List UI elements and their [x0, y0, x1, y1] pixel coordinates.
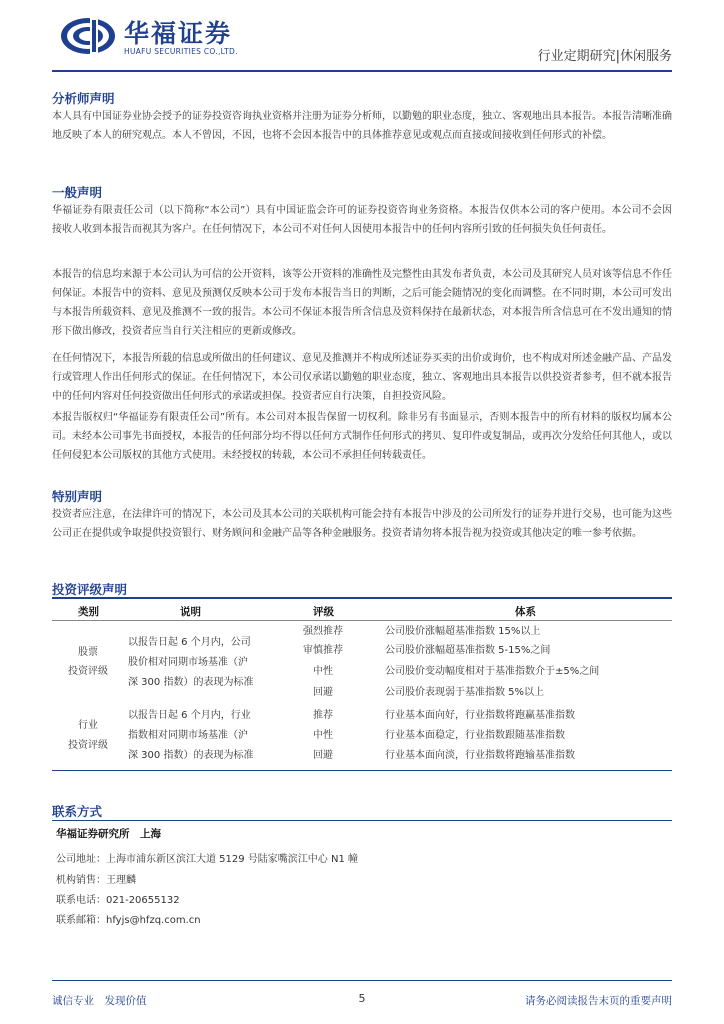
industry-grade-2: 中性: [313, 730, 333, 741]
contact-email: 联系邮箱：hfyjs@hfzq.com.cn: [56, 915, 201, 926]
rating-header-category: 类别: [78, 606, 99, 618]
stock-system-1: 公司股价涨幅超基准指数 15%以上: [385, 626, 541, 637]
general-statement-title: 一般声明: [52, 185, 103, 200]
industry-system-1: 行业基本面向好，行业指数将跑赢基准指数: [385, 710, 575, 721]
contact-rule: [52, 820, 672, 821]
rating-statement-title: 投资评级声明: [52, 582, 128, 597]
industry-category-line1: 行业: [78, 720, 98, 731]
stock-description-line2: 股价相对同期市场基准（沪: [128, 657, 248, 668]
stock-grade-4: 回避: [313, 687, 333, 698]
industry-description-line1: 以报告日起 6 个月内，行业: [128, 710, 251, 721]
company-logo: [60, 14, 250, 62]
industry-description-line2: 指数相对同期市场基准（沪: [128, 730, 248, 741]
industry-system-3: 行业基本面向淡，行业指数将跑输基准指数: [385, 750, 575, 761]
industry-grade-1: 推荐: [313, 710, 333, 721]
rating-table-top-rule: [52, 597, 672, 599]
analyst-statement-text: 本人具有中国证券业协会授予的证券投资咨询执业资格并注册为证券分析师，以勤勉的职业态度，独立、客观地出具本报告。本报告清晰准确地反映了本人的研究观点。本人不曾因，不因，也将不会因本报告中的具体推荐意见或观点而直接或间接收到任何形式的补偿。: [52, 111, 672, 141]
general-statement-p4: 本报告版权归“华福证券有限责任公司”所有。本公司对本报告保留一切权利。除非另有书面显示，否则本报告中的所有材料的版权均属本公司。未经本公司事先书面授权，本报告的任何部分均不得以任何方式制作任何形式的拷贝、复印件或复制品，或再次分发给任何其他人，或以任何侵犯本公司版权的其他方式使用。未经授权的转载，本公司不承担任何转载责任。: [52, 412, 672, 461]
stock-system-2: 公司股价涨幅超基准指数 5-15%之间: [385, 645, 551, 656]
general-statement-p2: 本报告的信息均来源于本公司认为可信的公开资料，该等公开资料的准确性及完整性由其发布者负责，本公司及其研究人员对该等信息不作任何保证。本报告中的资料、意见及预测仅反映本公司于发布本报告当日的判断，之后可能会随情况的变化而调整。在不同时期，本公司可发出与本报告所载资料、意见及推测不一致的报告。本公司不保证本报告所含信息及资料保持在最新状态，对本报告所含信息可在不发出通知的情形下做出修改，投资者应当自行关注相应的更新或修改。: [52, 269, 672, 337]
stock-grade-2: 审慎推荐: [303, 645, 343, 656]
contact-organization: 华福证券研究所 上海: [56, 828, 161, 840]
rating-header-description: 说明: [180, 606, 201, 618]
contact-sales: 机构销售：王理麟: [56, 875, 136, 886]
rating-header-rule: [52, 620, 672, 621]
stock-description-line3: 深 300 指数）的表现为标准: [128, 677, 254, 688]
stock-category-line2: 投资评级: [68, 666, 108, 677]
analyst-statement-title: 分析师声明: [52, 91, 115, 106]
footer-slogan: 诚信专业 发现价值: [52, 995, 147, 1007]
footer-disclaimer-notice: 请务必阅读报告末页的重要声明: [525, 995, 672, 1007]
general-statement-p1: 华福证券有限责任公司（以下简称“本公司”）具有中国证监会许可的证券投资咨询业务资格。本报告仅供本公司的客户使用。本公司不会因接收人收到本报告而视其为客户。在任何情况下，本公司不对任何人因使用本报告中的任何内容所引致的任何损失负任何责任。: [52, 205, 672, 235]
stock-grade-1: 强烈推荐: [303, 626, 343, 637]
special-statement-text: 投资者应注意，在法律许可的情况下，本公司及其本公司的关联机构可能会持有本报告中涉及的公司所发行的证券并进行交易，也可能为这些公司正在提供或争取提供投资银行、财务顾问和金融产品等各种金融服务。投资者请勿将本报告视为投资或其他决定的唯一参考依据。: [52, 509, 672, 539]
industry-grade-3: 回避: [313, 750, 333, 761]
logo-text-cn: 华福证券: [124, 19, 233, 48]
document-type-label: 行业定期研究|休闲服务: [537, 49, 672, 64]
stock-category-line1: 股票: [78, 647, 98, 658]
header-divider: [52, 70, 672, 72]
stock-grade-3: 中性: [313, 666, 333, 677]
industry-description-line3: 深 300 指数）的表现为标准: [128, 750, 254, 761]
industry-category-line2: 投资评级: [68, 740, 108, 751]
rating-header-grade: 评级: [313, 606, 334, 618]
rating-header-system: 体系: [515, 606, 536, 618]
footer-divider: [52, 980, 672, 981]
page-header: [0, 0, 724, 80]
special-statement-title: 特别声明: [52, 489, 103, 504]
general-statement-p3: 在任何情况下，本报告所载的信息或所做出的任何建议、意见及推测并不构成所述证券买卖的出价或询价，也不构成对所述金融产品、产品发行或管理人作出任何形式的保证。在任何情况下，本公司仅承诺以勤勉的职业态度，独立、客观地出具本报告以供投资者参考，但不就本报告中的任何内容对任何投资做出任何形式的承诺或担保。投资者应自行决策，自担投资风险。: [52, 353, 672, 402]
stock-system-3: 公司股价变动幅度相对于基准指数介于±5%之间: [385, 666, 600, 677]
logo-text-en: HUAFU SECURITIES CO.,LTD.: [124, 47, 238, 56]
industry-system-2: 行业基本面稳定，行业指数跟随基准指数: [385, 730, 565, 741]
contact-phone: 联系电话：021-20655132: [56, 895, 180, 906]
contact-address: 公司地址：上海市浦东新区滨江大道 5129 号陆家嘴滨江中心 N1 幢: [56, 854, 359, 865]
rating-table-bottom-rule: [52, 770, 672, 771]
stock-description-line1: 以报告日起 6 个月内，公司: [128, 637, 251, 648]
page-number: 5: [358, 992, 366, 1005]
contact-title: 联系方式: [52, 804, 103, 819]
stock-system-4: 公司股价表现弱于基准指数 5%以上: [385, 687, 545, 698]
logo-emblem-icon: [60, 16, 116, 56]
